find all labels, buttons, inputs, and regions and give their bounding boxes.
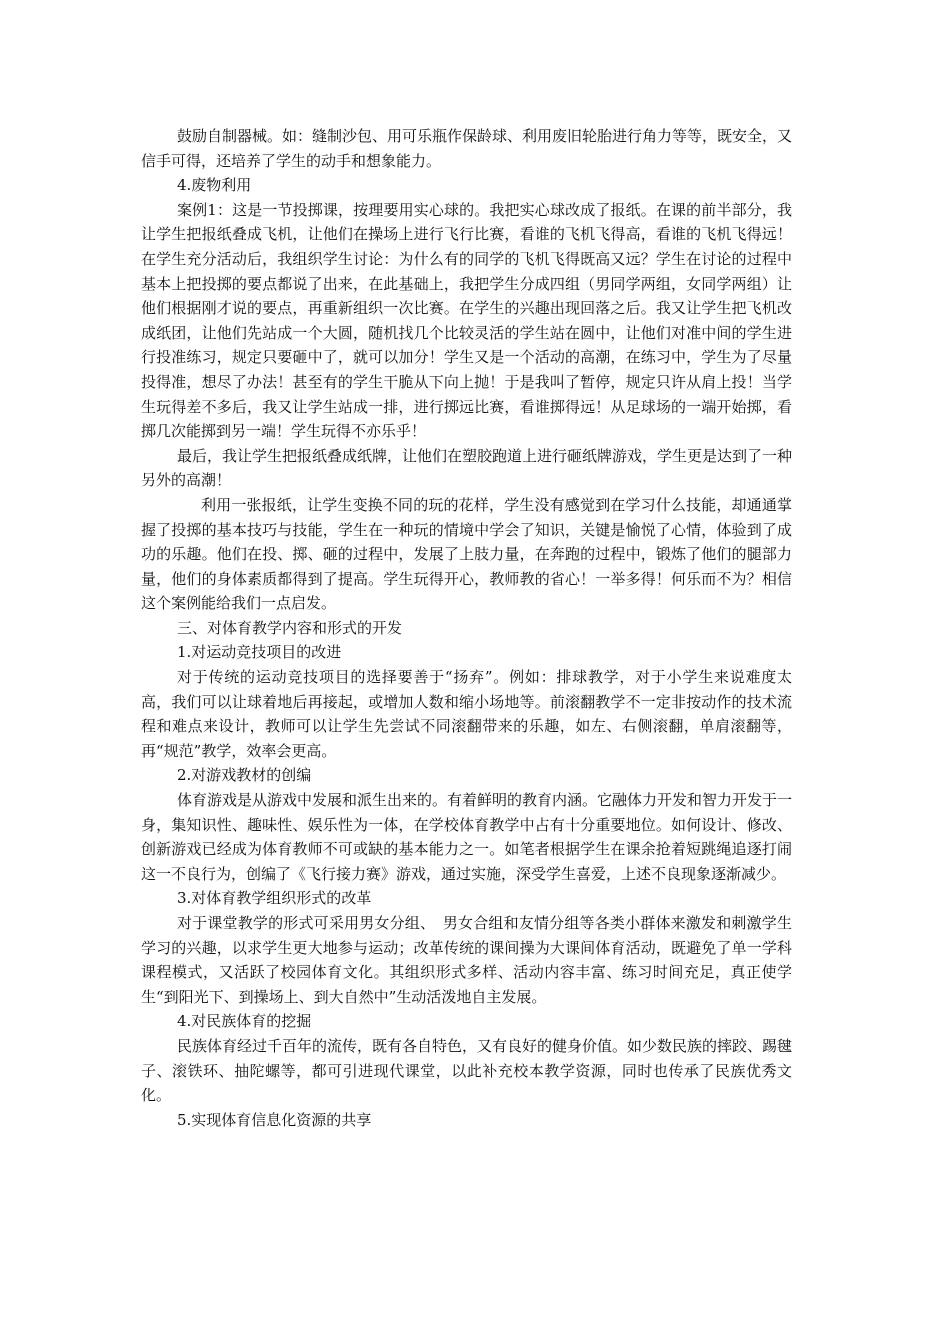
heading-sub-3: 3.对体育教学组织形式的改革	[177, 889, 372, 908]
paragraph-sub-2: 体育游戏是从游戏中发展和派生出来的。有着鲜明的教育内涵。它融体力开发和智力开发于一身，集知识性、趣味性、娱乐性为一体，在学校体育教学中占有十分重要地位。如何设计、修改、创新游戏已经成为体育教师不可或缺的基本能力之一。如笔者根据学生在课余抢着短跳绳追逐打闹这一不良行为，创编了《飞行接力赛》游戏，通过实施，深受学生喜爱，上述不良现象逐渐减少。	[141, 791, 793, 883]
heading-sub-1: 1.对运动竞技项目的改进	[177, 643, 342, 662]
document-page	[141, 124, 792, 1132]
paragraph-summary: 利用一张报纸，让学生变换不同的玩的花样，学生没有感觉到在学习什么技能，却通通掌握了投掷的基本技巧与技能，学生在一种玩的情境中学会了知识，关键是愉悦了心情，体验到了成功的乐趣。他们在投、掷、砸的过程中，发展了上肢力量，在奔跑的过程中，锻炼了他们的腿部力量，他们的身体素质都得到了提高。学生玩得开心，教师教的省心！一举多得！何乐而不为？相信这个案例能给我们一点启发。	[141, 495, 792, 613]
paragraph-sub-1: 对于传统的运动竞技项目的选择要善于“扬弃”。例如：排球教学，对于小学生来说难度太高，我们可以让球着地后再接起，或增加人数和缩小场地等。前滚翻教学不一定非按动作的技术流程和难点来设计，教师可以让学生先尝试不同滚翻带来的乐趣，如左、右侧滚翻，单肩滚翻等，再“规范”教学，效率会更高。	[141, 668, 792, 760]
heading-waste-reuse: 4.废物利用	[177, 176, 252, 195]
heading-section-3: 三、对体育教学内容和形式的开发	[177, 618, 403, 637]
paragraph-homemade-equipment: 鼓励自制器械。如：缝制沙包、用可乐瓶作保龄球、利用废旧轮胎进行角力等等，既安全，又信手可得，还培养了学生的动手和想象能力。	[141, 127, 793, 170]
heading-sub-2: 2.对游戏教材的创编	[177, 766, 312, 785]
paragraph-finally: 最后，我让学生把报纸叠成纸牌，让他们在塑胶跑道上进行砸纸牌游戏，学生更是达到了一种另外的高潮！	[141, 446, 793, 490]
paragraph-sub-3: 对于课堂教学的形式可采用男女分组、 男女合组和友情分组等各类小群体来激发和刺激学生学习的兴趣，以求学生更大地参与运动；改革传统的课间操为大课间体育活动，既避免了单一学科课程模式，又活跃了校园体育文化。其组织形式多样、活动内容丰富、练习时间充足，真正使学生“到阳光下、到操场上、到大自然中”生动活泼地自主发展。	[141, 914, 792, 1006]
heading-sub-5: 5.实现体育信息化资源的共享	[177, 1110, 372, 1129]
paragraph-case-1: 案例1：这是一节投掷课，按理要用实心球的。我把实心球改成了报纸。在课的前半部分，我让学生把报纸叠成飞机，让他们在操场上进行飞行比赛，看谁的飞机飞得高，看谁的飞机飞得远！在学生充分活动后，我组织学生讨论：为什么有的同学的飞机飞得既高又远？学生在讨论的过程中基本上把投掷的要点都说了出来，在此基础上，我把学生分成四组（男同学两组，女同学两组）让他们根据刚才说的要点，再重新组织一次比赛。在学生的兴趣出现回落之后。我又让学生把飞机改成纸团，让他们先站成一个大圆，随机找几个比较灵活的学生站在圆中，让他们对准中间的学生进行投准练习，规定只要砸中了，就可以加分！学生又是一个活动的高潮，在练习中，学生为了尽量投得准，想尽了办法！甚至有的学生干脆从下向上抛！于是我叫了暂停，规定只许从肩上投！当学生玩得差不多后，我又让学生站成一排，进行掷远比赛，看谁掷得远！从足球场的一端开始掷，看掷几次能掷到另一端！学生玩得不亦乐乎！	[141, 200, 792, 441]
paragraph-sub-4: 民族体育经过千百年的流传，既有各自特色，又有良好的健身价值。如少数民族的摔跤、踢毽子、滚铁环、抽陀螺等，都可引进现代课堂，以此补充校本教学资源，同时也传承了民族优秀文化。	[141, 1036, 793, 1105]
heading-sub-4: 4.对民族体育的挖掘	[177, 1012, 312, 1031]
